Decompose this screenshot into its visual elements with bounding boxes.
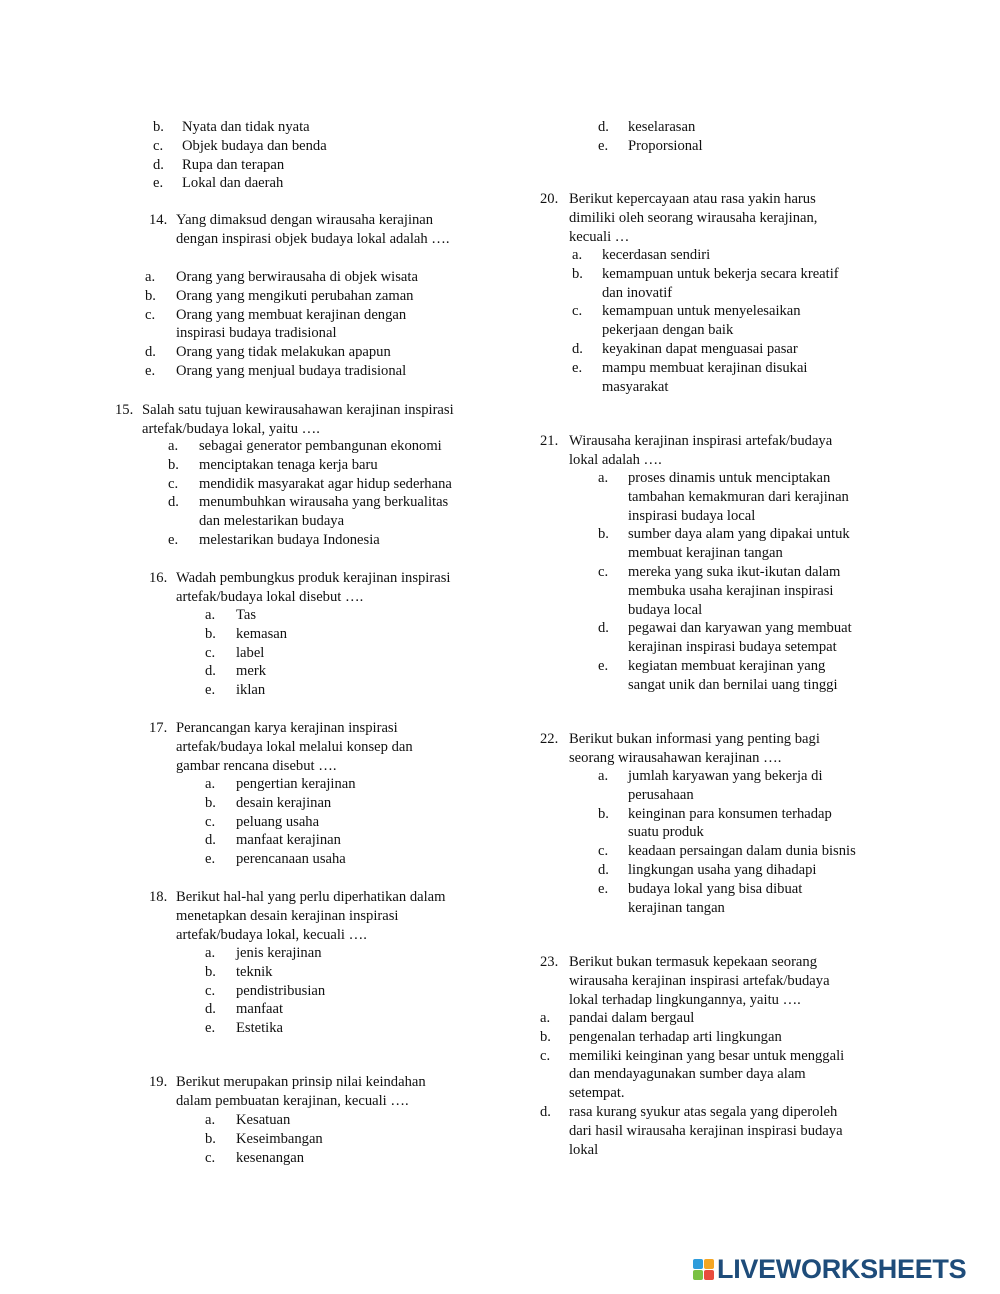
q22-stem <box>540 730 820 768</box>
q16-option-label: d. <box>205 663 216 680</box>
q18-stem-label: 18. <box>149 889 168 905</box>
q18-option <box>205 1019 325 1038</box>
q21-option-text: mereka yang suka ikut-ikutan dalam <box>628 563 841 580</box>
q21-option-label: e. <box>598 657 609 674</box>
q13_options-option <box>153 156 327 175</box>
q22-stem-label: 22. <box>540 731 559 747</box>
question-18-options <box>205 944 325 1038</box>
q19-stem-text: dalam pembuatan kerajinan, kecuali …. <box>176 1092 409 1109</box>
q21-option <box>598 469 852 525</box>
logo-square-4 <box>704 1270 714 1280</box>
q23-option-text: pengenalan terhadap arti lingkungan <box>569 1028 782 1045</box>
q17-option-label: d. <box>205 832 216 849</box>
q16-stem-text: artefak/budaya lokal disebut …. <box>176 588 364 605</box>
q20-stem <box>540 190 817 246</box>
q16-option-label: c. <box>205 644 216 661</box>
q18-option-text: pendistribusian <box>236 982 326 999</box>
q20-option-text: pekerjaan dengan baik <box>602 322 734 339</box>
q23-stem-text: lokal terhadap lingkungannya, yaitu …. <box>569 991 801 1008</box>
q17-stem <box>149 719 413 775</box>
question-20-options <box>572 246 839 396</box>
q18-option-text: jenis kerajinan <box>236 945 322 961</box>
q13_options-option-label: d. <box>153 156 164 173</box>
q17-stem-label: 17. <box>149 720 168 736</box>
q19-option <box>205 1130 323 1149</box>
q20-option-text: dan inovatif <box>602 284 673 301</box>
q13_options-option-text: Rupa dan terapan <box>182 156 285 173</box>
q13_options-option-text: Lokal dan daerah <box>182 175 284 192</box>
q15-option <box>168 437 452 456</box>
q19-option-label: b. <box>205 1130 216 1147</box>
q16-option <box>205 606 287 625</box>
q19-option <box>205 1149 323 1168</box>
q20-option-text: keyakinan dapat menguasai pasar <box>602 340 798 357</box>
q15-option-label: c. <box>168 475 179 492</box>
q13_options-option <box>153 137 327 156</box>
q23-option-text: lokal <box>569 1141 599 1158</box>
q21-stem-text: Wirausaha kerajinan inspirasi artefak/budaya <box>569 433 833 449</box>
q18-option <box>205 982 325 1001</box>
q22-option-label: c. <box>598 843 609 860</box>
q23-option-label: c. <box>540 1047 551 1064</box>
q21-option-text: kerajinan inspirasi budaya setempat <box>628 639 837 656</box>
q16-stem-text: Wadah pembungkus produk kerajinan inspirasi <box>176 570 451 586</box>
question-16-options <box>205 606 287 700</box>
q20-stem-text: Berikut kepercayaan atau rasa yakin harus <box>569 191 816 207</box>
q21-option-label: c. <box>598 563 609 580</box>
q23-option-text: rasa kurang syukur atas segala yang diperoleh <box>569 1103 838 1120</box>
q19-option-text: kesenangan <box>236 1149 305 1166</box>
q15-option <box>168 493 452 531</box>
q13_options-option-text: Objek budaya dan benda <box>182 137 327 154</box>
q17-option <box>205 831 356 850</box>
q21-option-label: a. <box>598 470 609 486</box>
q14-option-text: Orang yang membuat kerajinan dengan <box>176 306 407 323</box>
q21-option <box>598 525 852 563</box>
q19-option-label: c. <box>205 1149 216 1166</box>
question-19 <box>149 1073 426 1111</box>
q17-stem-text: artefak/budaya lokal melalui konsep dan <box>176 738 413 755</box>
q15-option-label: a. <box>168 438 179 454</box>
q15-option-text: sebagai generator pembangunan ekonomi <box>199 438 442 454</box>
q22-option-label: b. <box>598 805 609 822</box>
question-23-options <box>540 1009 844 1159</box>
q19_cont-option <box>598 118 703 137</box>
q21-stem-text: lokal adalah …. <box>569 451 662 468</box>
question-16 <box>149 569 450 607</box>
q16-option-text: label <box>236 644 265 661</box>
q21-option-text: budaya local <box>628 601 703 618</box>
question-19-options-cont <box>598 118 703 156</box>
q21-stem-label: 21. <box>540 433 559 449</box>
q15-option-label: b. <box>168 456 179 473</box>
q18-option <box>205 1000 325 1019</box>
q23-option-text: setempat. <box>569 1085 625 1102</box>
q16-option <box>205 662 287 681</box>
q17-stem-text: gambar rencana disebut …. <box>176 757 337 774</box>
q20-option-text: kemampuan untuk bekerja secara kreatif <box>602 265 839 282</box>
q18-stem-text: artefak/budaya lokal, kecuali …. <box>176 926 367 943</box>
question-22-options <box>598 767 856 917</box>
q16-option <box>205 644 287 663</box>
q18-option-label: e. <box>205 1020 216 1037</box>
q18-option-text: Estetika <box>236 1020 284 1037</box>
q15-option <box>168 456 452 475</box>
q19_cont-option-label: d. <box>598 119 609 135</box>
q21-option-text: proses dinamis untuk menciptakan <box>628 470 831 486</box>
q14-option-text: Orang yang berwirausaha di objek wisata <box>176 269 418 285</box>
q13_options-option-label: e. <box>153 175 164 192</box>
q20-option <box>572 340 839 359</box>
q14-option-label: d. <box>145 344 156 361</box>
q14-option <box>145 268 418 287</box>
q18-option <box>205 944 325 963</box>
q19-stem-label: 19. <box>149 1074 168 1090</box>
q17-option-label: e. <box>205 851 216 868</box>
q23-stem-text: Berikut bukan termasuk kepekaan seorang <box>569 954 818 970</box>
question-17-options <box>205 775 356 869</box>
q20-option-text: mampu membuat kerajinan disukai <box>602 359 808 376</box>
q14-option-text: Orang yang tidak melakukan apapun <box>176 344 391 361</box>
q19-option <box>205 1111 323 1130</box>
q23-stem-text: wirausaha kerajinan inspirasi artefak/budaya <box>569 972 830 989</box>
q23-option-text: pandai dalam bergaul <box>569 1010 695 1026</box>
q14-stem-text: dengan inspirasi objek budaya lokal adalah …. <box>176 230 450 247</box>
q18-option-text: manfaat <box>236 1001 283 1018</box>
q15-stem-text: Salah satu tujuan kewirausahawan kerajinan inspirasi <box>142 402 454 418</box>
q14-stem-text: Yang dimaksud dengan wirausaha kerajinan <box>176 212 434 228</box>
q22-option-text: perusahaan <box>628 786 694 803</box>
q15-option-text: menumbuhkan wirausaha yang berkualitas <box>199 494 449 511</box>
q20-stem-label: 20. <box>540 191 559 207</box>
logo-square-2 <box>704 1259 714 1269</box>
q21-option-label: b. <box>598 526 609 543</box>
q23-option-label: b. <box>540 1028 551 1045</box>
question-18 <box>149 888 446 944</box>
q15-option-text: menciptakan tenaga kerja baru <box>199 456 378 473</box>
q18-stem <box>149 888 446 944</box>
q16-option-text: iklan <box>236 682 266 699</box>
q20-option <box>572 265 839 303</box>
q20-option <box>572 302 839 340</box>
q14-stem-label: 14. <box>149 212 168 228</box>
q14-option <box>145 343 418 362</box>
brand-name: LIVEWORKSHEETS <box>717 1253 967 1284</box>
q16-option-label: a. <box>205 607 216 623</box>
q15-option-text: mendidik masyarakat agar hidup sederhana <box>199 475 452 492</box>
q16-option <box>205 681 287 700</box>
q22-stem-text: seorang wirausahawan kerajinan …. <box>569 749 782 766</box>
question-19-options <box>205 1111 323 1167</box>
q17-option-label: c. <box>205 813 216 830</box>
q20-option-label: a. <box>572 247 583 263</box>
liveworksheets-mark-icon <box>693 1259 714 1280</box>
q14-option-text: Orang yang mengikuti perubahan zaman <box>176 287 414 304</box>
q22-option <box>598 805 856 843</box>
q21-option-text: pegawai dan karyawan yang membuat <box>628 620 852 637</box>
q21-option <box>598 619 852 657</box>
q23-option <box>540 1028 844 1047</box>
question-15 <box>115 401 454 439</box>
q13_options-option-label: b. <box>153 119 164 135</box>
q16-option-label: b. <box>205 625 216 642</box>
q23-option <box>540 1103 844 1159</box>
question-14-options <box>145 268 418 381</box>
q17-option <box>205 850 356 869</box>
q22-option-text: kerajinan tangan <box>628 899 725 916</box>
q21-option <box>598 563 852 619</box>
q21-option-text: sumber daya alam yang dipakai untuk <box>628 526 850 543</box>
q22-option-text: jumlah karyawan yang bekerja di <box>628 768 823 784</box>
q18-option <box>205 963 325 982</box>
q22-option-text: keinginan para konsumen terhadap <box>628 805 832 822</box>
q13_options-option <box>153 118 327 137</box>
question-23 <box>540 953 830 1009</box>
q23-option-text: dan mendayagunakan sumber daya alam <box>569 1066 806 1083</box>
question-15-options <box>168 437 452 550</box>
q16-option-label: e. <box>205 682 216 699</box>
q18-stem-text: Berikut hal-hal yang perlu diperhatikan dalam <box>176 889 446 905</box>
q14-stem <box>149 211 450 249</box>
q16-option-text: Tas <box>236 607 257 623</box>
q20-option-text: kemampuan untuk menyelesaikan <box>602 303 801 320</box>
q22-option-label: e. <box>598 880 609 897</box>
q13_options-option-text: Nyata dan tidak nyata <box>182 119 310 135</box>
q23-option-label: a. <box>540 1010 551 1026</box>
logo-square-3 <box>693 1270 703 1280</box>
q23-option-label: d. <box>540 1103 551 1120</box>
question-14 <box>149 211 450 249</box>
q22-option-text: suatu produk <box>628 824 704 841</box>
q19_cont-option-label: e. <box>598 137 609 154</box>
logo-square-1 <box>693 1259 703 1269</box>
q17-option-text: manfaat kerajinan <box>236 832 341 849</box>
q14-option <box>145 362 418 381</box>
q18-option-text: teknik <box>236 963 273 980</box>
q15-option-label: d. <box>168 494 179 511</box>
q15-option-label: e. <box>168 531 179 548</box>
q17-stem-text: Perancangan karya kerajinan inspirasi <box>176 720 398 736</box>
q14-option-label: b. <box>145 287 156 304</box>
q15-stem-label: 15. <box>115 402 134 418</box>
q22-option-text: lingkungan usaha yang dihadapi <box>628 861 817 878</box>
liveworksheets-logo <box>693 1254 966 1284</box>
q19_cont-option-text: Proporsional <box>628 137 703 154</box>
question-20 <box>540 190 817 246</box>
q21-option-text: membuat kerajinan tangan <box>628 545 783 562</box>
q19_cont-option-text: keselarasan <box>628 119 696 135</box>
q23-option <box>540 1047 844 1103</box>
q22-option <box>598 767 856 805</box>
q17-option-text: pengertian kerajinan <box>236 776 356 792</box>
q21-option-label: d. <box>598 620 609 637</box>
q15-stem <box>115 401 454 439</box>
q23-option-text: memiliki keinginan yang besar untuk menggali <box>569 1047 845 1064</box>
q22-option <box>598 880 856 918</box>
q14-option-text: inspirasi budaya tradisional <box>176 325 337 342</box>
q13-options <box>153 118 327 193</box>
q21-option <box>598 657 852 695</box>
q14-option-label: e. <box>145 362 156 379</box>
q15-option-text: melestarikan budaya Indonesia <box>199 531 380 548</box>
question-21 <box>540 432 832 470</box>
q21-option-text: sangat unik dan bernilai uang tinggi <box>628 676 838 693</box>
q15-option-text: dan melestarikan budaya <box>199 513 345 530</box>
q20-option-label: c. <box>572 303 583 320</box>
q16-stem-label: 16. <box>149 570 168 586</box>
q19_cont-option <box>598 137 703 156</box>
q14-option <box>145 287 418 306</box>
question-21-options <box>598 469 852 695</box>
q22-option-text: keadaan persaingan dalam dunia bisnis <box>628 843 856 860</box>
q17-option-text: peluang usaha <box>236 813 320 830</box>
q15-option <box>168 531 452 550</box>
q20-option <box>572 246 839 265</box>
question-22 <box>540 730 820 768</box>
q21-option-text: tambahan kemakmuran dari kerajinan <box>628 488 849 505</box>
q21-option-text: inspirasi budaya local <box>628 507 756 524</box>
q14-option <box>145 306 418 344</box>
q23-option <box>540 1009 844 1028</box>
q20-option <box>572 359 839 397</box>
q23-stem <box>540 953 830 1009</box>
q16-option <box>205 625 287 644</box>
q17-option-label: b. <box>205 794 216 811</box>
q19-option-text: Keseimbangan <box>236 1130 323 1147</box>
q16-stem <box>149 569 450 607</box>
q20-option-text: kecerdasan sendiri <box>602 247 711 263</box>
q22-option-text: budaya lokal yang bisa dibuat <box>628 880 803 897</box>
q23-stem-label: 23. <box>540 954 559 970</box>
q14-option-label: a. <box>145 269 156 285</box>
question-17 <box>149 719 413 775</box>
q19-stem-text: Berikut merupakan prinsip nilai keindahan <box>176 1074 426 1090</box>
q15-option <box>168 475 452 494</box>
q18-stem-text: menetapkan desain kerajinan inspirasi <box>176 907 399 924</box>
q19-option-label: a. <box>205 1112 216 1128</box>
q20-stem-text: kecuali … <box>569 228 630 245</box>
q22-option-label: d. <box>598 861 609 878</box>
q20-option-label: b. <box>572 265 583 282</box>
q16-option-text: kemasan <box>236 625 288 642</box>
q19-stem <box>149 1073 426 1111</box>
q18-option-label: b. <box>205 963 216 980</box>
q14-option-label: c. <box>145 306 156 323</box>
q21-option-text: kegiatan membuat kerajinan yang <box>628 657 826 674</box>
q17-option-label: a. <box>205 776 216 792</box>
q14-option-text: Orang yang menjual budaya tradisional <box>176 362 407 379</box>
q19-option-text: Kesatuan <box>236 1112 291 1128</box>
q18-option-label: a. <box>205 945 216 961</box>
q20-stem-text: dimiliki oleh seorang wirausaha kerajinan, <box>569 209 818 226</box>
q17-option <box>205 775 356 794</box>
q22-option <box>598 842 856 861</box>
q20-option-label: d. <box>572 340 583 357</box>
q22-option-label: a. <box>598 768 609 784</box>
q17-option <box>205 794 356 813</box>
q13_options-option <box>153 174 327 193</box>
q13_options-option-label: c. <box>153 137 164 154</box>
q22-option <box>598 861 856 880</box>
q17-option-text: perencanaan usaha <box>236 851 346 868</box>
q15-stem-text: artefak/budaya lokal, yaitu …. <box>142 420 320 437</box>
q20-option-label: e. <box>572 359 583 376</box>
q17-option-text: desain kerajinan <box>236 794 332 811</box>
q21-option-text: membuka usaha kerajinan inspirasi <box>628 582 834 599</box>
q17-option <box>205 813 356 832</box>
q23-option-text: dari hasil wirausaha kerajinan inspirasi budaya <box>569 1122 843 1139</box>
q21-stem <box>540 432 832 470</box>
q18-option-label: c. <box>205 982 216 999</box>
q16-option-text: merk <box>236 663 266 680</box>
q18-option-label: d. <box>205 1001 216 1018</box>
q20-option-text: masyarakat <box>602 378 669 395</box>
q22-stem-text: Berikut bukan informasi yang penting bagi <box>569 731 820 747</box>
